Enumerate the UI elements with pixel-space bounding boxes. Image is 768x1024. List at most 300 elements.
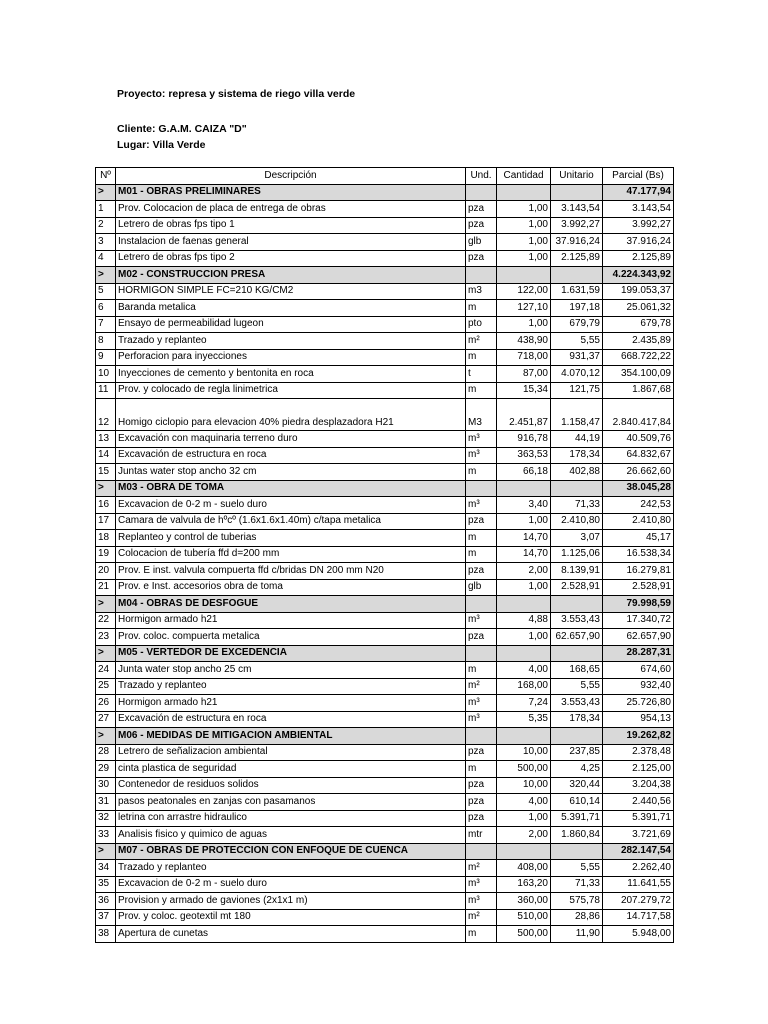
item-unit: m — [466, 761, 497, 778]
section-total: 4.224.343,92 — [603, 267, 674, 284]
item-unit-price: 168,65 — [551, 662, 603, 679]
item-unit: m³ — [466, 497, 497, 514]
item-quantity: 438,90 — [497, 333, 551, 350]
section-marker: > — [96, 184, 116, 201]
item-description: Camara de valvula de hºcº (1.6x1.6x1.40m) c/tapa metalica — [116, 513, 466, 530]
item-quantity: 163,20 — [497, 876, 551, 893]
table-header-row — [96, 168, 674, 185]
item-partial: 25.726,80 — [603, 695, 674, 712]
table-row — [96, 447, 674, 464]
item-partial: 2.125,89 — [603, 250, 674, 267]
table-row — [96, 860, 674, 877]
item-number: 30 — [96, 777, 116, 794]
item-unit: pza — [466, 744, 497, 761]
table-row — [96, 366, 674, 383]
item-unit-price: 237,85 — [551, 744, 603, 761]
item-number: 27 — [96, 711, 116, 728]
table-row — [96, 629, 674, 646]
item-description: Apertura de cunetas — [116, 926, 466, 943]
item-number: 13 — [96, 431, 116, 448]
item-number: 10 — [96, 366, 116, 383]
table-row — [96, 217, 674, 234]
item-unit: glb — [466, 579, 497, 596]
item-partial: 2.378,48 — [603, 744, 674, 761]
item-description: Excavacion de 0-2 m - suelo duro — [116, 497, 466, 514]
item-number: 3 — [96, 234, 116, 251]
item-unit-price: 402,88 — [551, 464, 603, 481]
table-row — [96, 926, 674, 943]
section-row — [96, 480, 674, 497]
item-number: 24 — [96, 662, 116, 679]
item-partial: 2.410,80 — [603, 513, 674, 530]
table-row — [96, 579, 674, 596]
item-partial: 3.721,69 — [603, 827, 674, 844]
section-total: 19.262,82 — [603, 728, 674, 745]
section-unit-empty — [551, 596, 603, 613]
item-unit-price: 1.631,59 — [551, 283, 603, 300]
item-unit-price: 1.158,47 — [551, 399, 603, 431]
section-marker: > — [96, 645, 116, 662]
item-unit-price: 5,55 — [551, 333, 603, 350]
item-partial: 679,78 — [603, 316, 674, 333]
item-partial: 2.262,40 — [603, 860, 674, 877]
item-unit-price: 121,75 — [551, 382, 603, 399]
section-cant-empty — [497, 480, 551, 497]
item-description: HORMIGON SIMPLE FC=210 KG/CM2 — [116, 283, 466, 300]
item-partial: 354.100,09 — [603, 366, 674, 383]
item-quantity: 1,00 — [497, 234, 551, 251]
item-unit: m³ — [466, 695, 497, 712]
item-unit: glb — [466, 234, 497, 251]
item-number: 34 — [96, 860, 116, 877]
section-row — [96, 596, 674, 613]
table-row — [96, 612, 674, 629]
item-partial: 1.867,68 — [603, 382, 674, 399]
section-marker: > — [96, 480, 116, 497]
section-row — [96, 645, 674, 662]
section-marker: > — [96, 843, 116, 860]
item-number: 14 — [96, 447, 116, 464]
section-cant-empty — [497, 184, 551, 201]
item-unit: M3 — [466, 399, 497, 431]
item-description: Excavacion de 0-2 m - suelo duro — [116, 876, 466, 893]
section-und-empty — [466, 596, 497, 613]
item-partial: 2.440,56 — [603, 794, 674, 811]
section-und-empty — [466, 843, 497, 860]
item-unit-price: 11,90 — [551, 926, 603, 943]
item-quantity: 1,00 — [497, 629, 551, 646]
item-unit: m — [466, 464, 497, 481]
section-total: 282.147,54 — [603, 843, 674, 860]
item-unit: pza — [466, 201, 497, 218]
item-unit: pza — [466, 810, 497, 827]
item-quantity: 15,34 — [497, 382, 551, 399]
item-number: 35 — [96, 876, 116, 893]
item-quantity: 168,00 — [497, 678, 551, 695]
item-partial: 674,60 — [603, 662, 674, 679]
item-partial: 5.391,71 — [603, 810, 674, 827]
item-quantity: 127,10 — [497, 300, 551, 317]
item-description: Analisis fisico y quimico de aguas — [116, 827, 466, 844]
table-row — [96, 810, 674, 827]
item-unit-price: 178,34 — [551, 711, 603, 728]
section-cant-empty — [497, 728, 551, 745]
section-cant-empty — [497, 596, 551, 613]
item-partial: 14.717,58 — [603, 909, 674, 926]
item-description: Excavación con maquinaria terreno duro — [116, 431, 466, 448]
col-header-no: Nº — [96, 168, 116, 185]
item-partial: 16.538,34 — [603, 546, 674, 563]
item-unit-price: 3,07 — [551, 530, 603, 547]
item-description: Homigo ciclopio para elevacion 40% piedra desplazadora H21 — [116, 399, 466, 431]
section-total: 38.045,28 — [603, 480, 674, 497]
item-unit: m³ — [466, 612, 497, 629]
item-description: Letrero de obras fps tipo 1 — [116, 217, 466, 234]
table-row — [96, 464, 674, 481]
item-number: 18 — [96, 530, 116, 547]
item-description: Provision y armado de gaviones (2x1x1 m) — [116, 893, 466, 910]
section-unit-empty — [551, 267, 603, 284]
section-unit-empty — [551, 480, 603, 497]
item-quantity: 1,00 — [497, 201, 551, 218]
item-partial: 3.143,54 — [603, 201, 674, 218]
item-number: 16 — [96, 497, 116, 514]
item-unit-price: 3.992,27 — [551, 217, 603, 234]
item-description: Letrero de obras fps tipo 2 — [116, 250, 466, 267]
item-partial: 26.662,60 — [603, 464, 674, 481]
budget-table — [95, 167, 674, 943]
section-title: M06 - MEDIDAS DE MITIGACION AMBIENTAL — [116, 728, 466, 745]
item-description: Hormigon armado h21 — [116, 612, 466, 629]
location-label: Lugar: Villa Verde — [117, 139, 206, 151]
item-unit: m3 — [466, 283, 497, 300]
item-unit: m² — [466, 333, 497, 350]
item-description: Hormigon armado h21 — [116, 695, 466, 712]
table-row — [96, 283, 674, 300]
item-number: 20 — [96, 563, 116, 580]
section-row — [96, 728, 674, 745]
item-partial: 2.435,89 — [603, 333, 674, 350]
item-unit-price: 71,33 — [551, 876, 603, 893]
item-description: Trazado y replanteo — [116, 333, 466, 350]
section-und-empty — [466, 267, 497, 284]
item-quantity: 1,00 — [497, 810, 551, 827]
item-unit: m — [466, 349, 497, 366]
item-unit-price: 62.657,90 — [551, 629, 603, 646]
table-row — [96, 316, 674, 333]
item-number: 5 — [96, 283, 116, 300]
item-unit: pza — [466, 513, 497, 530]
item-unit: m² — [466, 860, 497, 877]
table-row — [96, 513, 674, 530]
item-partial: 954,13 — [603, 711, 674, 728]
item-unit-price: 37.916,24 — [551, 234, 603, 251]
item-quantity: 360,00 — [497, 893, 551, 910]
col-header-cantidad: Cantidad — [497, 168, 551, 185]
item-description: cinta plastica de seguridad — [116, 761, 466, 778]
item-unit-price: 2.528,91 — [551, 579, 603, 596]
item-number: 23 — [96, 629, 116, 646]
table-row — [96, 349, 674, 366]
item-quantity: 66,18 — [497, 464, 551, 481]
item-quantity: 500,00 — [497, 926, 551, 943]
item-description: Prov. y coloc. geotextil mt 180 — [116, 909, 466, 926]
item-quantity: 500,00 — [497, 761, 551, 778]
item-partial: 11.641,55 — [603, 876, 674, 893]
item-description: Baranda metalica — [116, 300, 466, 317]
item-unit-price: 610,14 — [551, 794, 603, 811]
table-row — [96, 761, 674, 778]
table-row — [96, 382, 674, 399]
item-unit-price: 178,34 — [551, 447, 603, 464]
table-row — [96, 893, 674, 910]
item-partial: 45,17 — [603, 530, 674, 547]
item-number: 19 — [96, 546, 116, 563]
item-quantity: 14,70 — [497, 530, 551, 547]
section-und-empty — [466, 184, 497, 201]
item-number: 4 — [96, 250, 116, 267]
item-quantity: 7,24 — [497, 695, 551, 712]
item-unit-price: 3.553,43 — [551, 695, 603, 712]
item-description: Prov. y colocado de regla linimetrica — [116, 382, 466, 399]
item-quantity: 1,00 — [497, 513, 551, 530]
section-und-empty — [466, 728, 497, 745]
item-description: Ensayo de permeabilidad lugeon — [116, 316, 466, 333]
item-description: Replanteo y control de tuberias — [116, 530, 466, 547]
item-unit: m — [466, 926, 497, 943]
section-unit-empty — [551, 843, 603, 860]
item-description: Excavación de estructura en roca — [116, 447, 466, 464]
item-unit-price: 3.553,43 — [551, 612, 603, 629]
item-quantity: 10,00 — [497, 777, 551, 794]
item-partial: 3.992,27 — [603, 217, 674, 234]
section-marker: > — [96, 267, 116, 284]
item-description: Prov. e Inst. accesorios obra de toma — [116, 579, 466, 596]
col-header-und: Und. — [466, 168, 497, 185]
item-unit: t — [466, 366, 497, 383]
item-quantity: 2,00 — [497, 827, 551, 844]
item-unit: m³ — [466, 876, 497, 893]
item-number: 38 — [96, 926, 116, 943]
item-number: 32 — [96, 810, 116, 827]
item-quantity: 1,00 — [497, 250, 551, 267]
item-number: 7 — [96, 316, 116, 333]
item-description: Contenedor de residuos solidos — [116, 777, 466, 794]
item-partial: 2.125,00 — [603, 761, 674, 778]
item-partial: 62.657,90 — [603, 629, 674, 646]
item-partial: 16.279,81 — [603, 563, 674, 580]
item-partial: 37.916,24 — [603, 234, 674, 251]
item-partial: 242,53 — [603, 497, 674, 514]
item-description: Prov. Colocacion de placa de entrega de obras — [116, 201, 466, 218]
item-quantity: 4,88 — [497, 612, 551, 629]
item-unit: pza — [466, 250, 497, 267]
item-quantity: 718,00 — [497, 349, 551, 366]
table-row — [96, 399, 674, 431]
item-unit: pza — [466, 794, 497, 811]
item-unit: m — [466, 382, 497, 399]
item-unit: mtr — [466, 827, 497, 844]
section-row — [96, 184, 674, 201]
table-row — [96, 744, 674, 761]
item-quantity: 5,35 — [497, 711, 551, 728]
item-unit-price: 5.391,71 — [551, 810, 603, 827]
item-partial: 25.061,32 — [603, 300, 674, 317]
section-marker: > — [96, 728, 116, 745]
table-row — [96, 546, 674, 563]
item-number: 1 — [96, 201, 116, 218]
item-unit: m² — [466, 678, 497, 695]
item-unit: m³ — [466, 711, 497, 728]
table-row — [96, 711, 674, 728]
section-title: M04 - OBRAS DE DESFOGUE — [116, 596, 466, 613]
item-unit: pza — [466, 777, 497, 794]
item-unit-price: 1.860,84 — [551, 827, 603, 844]
item-number: 33 — [96, 827, 116, 844]
table-row — [96, 909, 674, 926]
item-quantity: 2,00 — [497, 563, 551, 580]
col-header-unitario: Unitario — [551, 168, 603, 185]
col-header-parcial: Parcial (Bs) — [603, 168, 674, 185]
table-row — [96, 431, 674, 448]
item-description: Colocacion de tubería ffd d=200 mm — [116, 546, 466, 563]
item-number: 28 — [96, 744, 116, 761]
item-quantity: 2.451,87 — [497, 399, 551, 431]
table-row — [96, 333, 674, 350]
item-unit-price: 1.125,06 — [551, 546, 603, 563]
section-title: M05 - VERTEDOR DE EXCEDENCIA — [116, 645, 466, 662]
item-unit: m — [466, 530, 497, 547]
section-unit-empty — [551, 645, 603, 662]
item-partial: 5.948,00 — [603, 926, 674, 943]
item-unit: m³ — [466, 447, 497, 464]
section-title: M01 - OBRAS PRELIMINARES — [116, 184, 466, 201]
table-row — [96, 201, 674, 218]
section-row — [96, 843, 674, 860]
section-title: M03 - OBRA DE TOMA — [116, 480, 466, 497]
item-partial: 199.053,37 — [603, 283, 674, 300]
table-row — [96, 300, 674, 317]
item-quantity: 14,70 — [497, 546, 551, 563]
table-row — [96, 678, 674, 695]
item-unit-price: 8.139,91 — [551, 563, 603, 580]
item-unit: m — [466, 546, 497, 563]
section-cant-empty — [497, 645, 551, 662]
item-quantity: 408,00 — [497, 860, 551, 877]
section-cant-empty — [497, 843, 551, 860]
table-row — [96, 250, 674, 267]
item-unit: m² — [466, 909, 497, 926]
item-description: Junta water stop ancho 25 cm — [116, 662, 466, 679]
item-unit-price: 4,25 — [551, 761, 603, 778]
table-row — [96, 563, 674, 580]
item-description: Trazado y replanteo — [116, 678, 466, 695]
item-quantity: 510,00 — [497, 909, 551, 926]
item-unit: pto — [466, 316, 497, 333]
item-number: 22 — [96, 612, 116, 629]
item-number: 37 — [96, 909, 116, 926]
item-unit: pza — [466, 563, 497, 580]
section-und-empty — [466, 480, 497, 497]
item-unit-price: 2.125,89 — [551, 250, 603, 267]
item-description: pasos peatonales en zanjas con pasamanos — [116, 794, 466, 811]
item-quantity: 87,00 — [497, 366, 551, 383]
item-unit-price: 3.143,54 — [551, 201, 603, 218]
item-unit-price: 197,18 — [551, 300, 603, 317]
item-number: 17 — [96, 513, 116, 530]
section-unit-empty — [551, 728, 603, 745]
item-quantity: 4,00 — [497, 662, 551, 679]
item-unit-price: 931,37 — [551, 349, 603, 366]
item-partial: 207.279,72 — [603, 893, 674, 910]
item-partial: 2.528,91 — [603, 579, 674, 596]
item-partial: 64.832,67 — [603, 447, 674, 464]
section-total: 28.287,31 — [603, 645, 674, 662]
item-unit: m³ — [466, 431, 497, 448]
table-row — [96, 530, 674, 547]
item-description: Prov. E inst. valvula compuerta ffd c/bridas DN 200 mm N20 — [116, 563, 466, 580]
table-row — [96, 234, 674, 251]
item-quantity: 3,40 — [497, 497, 551, 514]
item-partial: 668.722,22 — [603, 349, 674, 366]
item-unit: pza — [466, 629, 497, 646]
section-marker: > — [96, 596, 116, 613]
project-title: Proyecto: represa y sistema de riego villa verde — [117, 88, 356, 100]
item-quantity: 1,00 — [497, 217, 551, 234]
item-unit: m — [466, 662, 497, 679]
item-unit: m³ — [466, 893, 497, 910]
section-row — [96, 267, 674, 284]
item-number: 29 — [96, 761, 116, 778]
item-description: Inyecciones de cemento y bentonita en roca — [116, 366, 466, 383]
item-number: 31 — [96, 794, 116, 811]
item-number: 21 — [96, 579, 116, 596]
item-number: 9 — [96, 349, 116, 366]
table-row — [96, 662, 674, 679]
table-row — [96, 497, 674, 514]
col-header-descripcion: Descripción — [116, 168, 466, 185]
item-number: 2 — [96, 217, 116, 234]
item-description: Prov. coloc. compuerta metalica — [116, 629, 466, 646]
item-number: 36 — [96, 893, 116, 910]
table-row — [96, 695, 674, 712]
item-unit-price: 2.410,80 — [551, 513, 603, 530]
item-quantity: 4,00 — [497, 794, 551, 811]
item-description: Perforacion para inyecciones — [116, 349, 466, 366]
item-number: 12 — [96, 399, 116, 431]
item-description: Letrero de señalizacion ambiental — [116, 744, 466, 761]
section-und-empty — [466, 645, 497, 662]
item-partial: 3.204,38 — [603, 777, 674, 794]
item-unit-price: 4.070,12 — [551, 366, 603, 383]
item-unit: m — [466, 300, 497, 317]
item-partial: 40.509,76 — [603, 431, 674, 448]
item-unit: pza — [466, 217, 497, 234]
item-number: 15 — [96, 464, 116, 481]
item-partial: 932,40 — [603, 678, 674, 695]
item-partial: 2.840.417,84 — [603, 399, 674, 431]
section-cant-empty — [497, 267, 551, 284]
item-quantity: 1,00 — [497, 579, 551, 596]
item-description: Juntas water stop ancho 32 cm — [116, 464, 466, 481]
section-title: M07 - OBRAS DE PROTECCION CON ENFOQUE DE CUENCA — [116, 843, 466, 860]
item-number: 8 — [96, 333, 116, 350]
item-description: letrina con arrastre hidraulico — [116, 810, 466, 827]
item-unit-price: 71,33 — [551, 497, 603, 514]
client-label: Cliente: G.A.M. CAIZA "D" — [117, 123, 247, 135]
item-partial: 17.340,72 — [603, 612, 674, 629]
item-quantity: 363,53 — [497, 447, 551, 464]
